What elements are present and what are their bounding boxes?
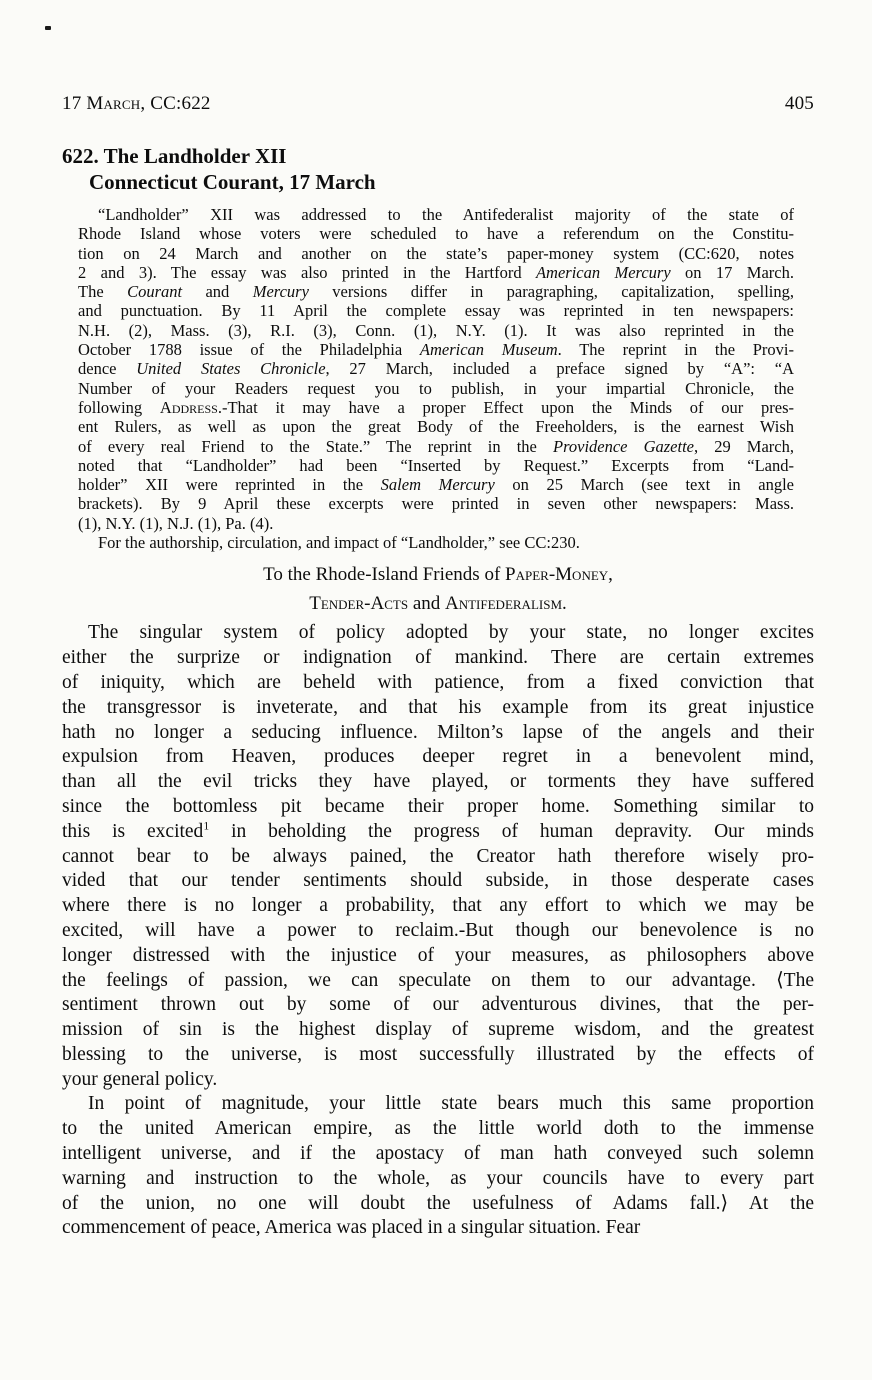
text-line: N.H. (2), Mass. (3), R.I. (3), Conn. (1), N.Y. (1). It was also reprinted in the [78,320,794,340]
text-line: ent Rulers, as well as upon the great Body of the Freeholders, is the earnest Wish [78,417,794,437]
editorial-note [78,205,794,552]
scan-speck [45,26,51,30]
text-line: hath no longer a seducing influence. Milton’s lapse of the angels and their [62,721,814,743]
text-line: noted that “Landholder” had been “Inserted by Request.” Excerpts from “Land- [78,455,794,475]
entry-source: Connecticut Courant, 17 March [89,170,376,194]
essay-body [62,621,814,1241]
text-line: dence United States Chronicle, 27 March, included a preface signed by “A”: “A [78,359,795,379]
text-line: and punctuation. By 11 April the complete essay was reprinted in ten newspapers: [78,301,794,321]
heading-line: To the Rhode-Island Friends of Paper-Money, [263,564,613,586]
entry-number-title: 622. The Landholder XII [62,144,287,168]
text-line: Rhode Island whose voters were scheduled to have a referendum on the Constitu- [78,224,794,244]
text-line: of iniquity, which are beheld with patience, from a fixed conviction that [62,671,814,693]
text-line: longer distressed with the injustice of your measures, as philosophers above [62,944,814,966]
text-line: brackets). By 9 April these excerpts were printed in seven other newspapers: Mass. [78,494,794,514]
text-line: your general policy. [62,1068,218,1090]
text-line: (1), N.Y. (1), N.J. (1), Pa. (4). [78,513,274,533]
entry-title [62,143,814,195]
text-line: 2 and 3). The essay was also printed in the Hartford American Mercury on 17 March. [78,262,794,282]
text-line: either the surprize or indignation of mankind. There are certain extremes [62,647,814,669]
text-line: of every real Friend to the State.” The reprint in the Providence Gazette, 29 March, [78,436,794,456]
page-number: 405 [784,93,814,114]
text-line: For the authorship, circulation, and impact of “Landholder,” see CC:230. [98,533,580,553]
text-line: this is excited$^1$ in beholding the progress of human depravity. Our minds [62,819,814,842]
text-line: mission of sin is the highest display of supreme wisdom, and the greatest [62,1019,814,1041]
text-line: tion on 24 March and another on the state’s paper-money system (CC:620, notes [78,243,794,263]
text-line: sentiment thrown out by some of our adventurous divines, that the per- [62,994,814,1016]
text-line: expulsion from Heaven, produces deeper regret in a benevolent mind, [62,746,814,768]
text-line: October 1788 issue of the Philadelphia American Museum. The reprint in the Provi- [78,340,795,360]
header-citation: 17 March, CC:622 [62,93,211,114]
heading-line: Tender-Acts and Antifederalism. [309,593,567,615]
text-line: “Landholder” XII was addressed to the Antifederalist majority of the state of [98,205,794,224]
text-line: where there is no longer a probability, that any effort to which we may be [62,895,814,917]
text-line: vided that our tender sentiments should subside, in those desperate cases [62,870,814,892]
text-line: In point of magnitude, your little state bears much this same proportion [88,1093,814,1115]
text-line: than all the evil tricks they have played, or torments they have suffered [62,771,814,793]
text-line: the feelings of passion, we can speculate on them to our advantage. ⟨The [62,969,814,991]
text-line: of the union, no one will doubt the usefulness of Adams fall.⟩ At the [62,1192,814,1214]
text-line: Number of your Readers request you to publish, in your impartial Chronicle, the [78,378,794,398]
text-line: following Address.-That it may have a proper Effect upon the Minds of our pres- [78,397,794,417]
text-line: The Courant and Mercury versions differ in paragraphing, capitalization, spelling, [78,282,795,302]
text-line: intelligent universe, and if the apostacy of man hath conveyed such solemn [62,1143,814,1165]
text-line: the transgressor is inveterate, and that his example from its great injustice [62,696,814,718]
text-line: since the bottomless pit became their proper home. Something similar to [62,795,814,817]
text-line: cannot bear to be always pained, the Creator hath therefore wisely pro- [62,845,814,867]
essay-heading [62,560,814,618]
text-line: blessing to the universe, is most successfully illustrated by the effects of [62,1043,814,1065]
text-line: holder” XII were reprinted in the Salem Mercury on 25 March (see text in angle [78,475,794,495]
text-line: to the united American empire, as the little world doth to the immense [62,1118,814,1140]
text-line: The singular system of policy adopted by your state, no longer excites [88,622,814,644]
text-line: commencement of peace, America was placed in a singular situation. Fear [62,1217,641,1239]
text-line: excited, will have a power to reclaim.-But though our benevolence is no [62,919,814,941]
text-line: warning and instruction to the whole, as your councils have to every part [62,1167,814,1189]
running-head [62,93,814,115]
